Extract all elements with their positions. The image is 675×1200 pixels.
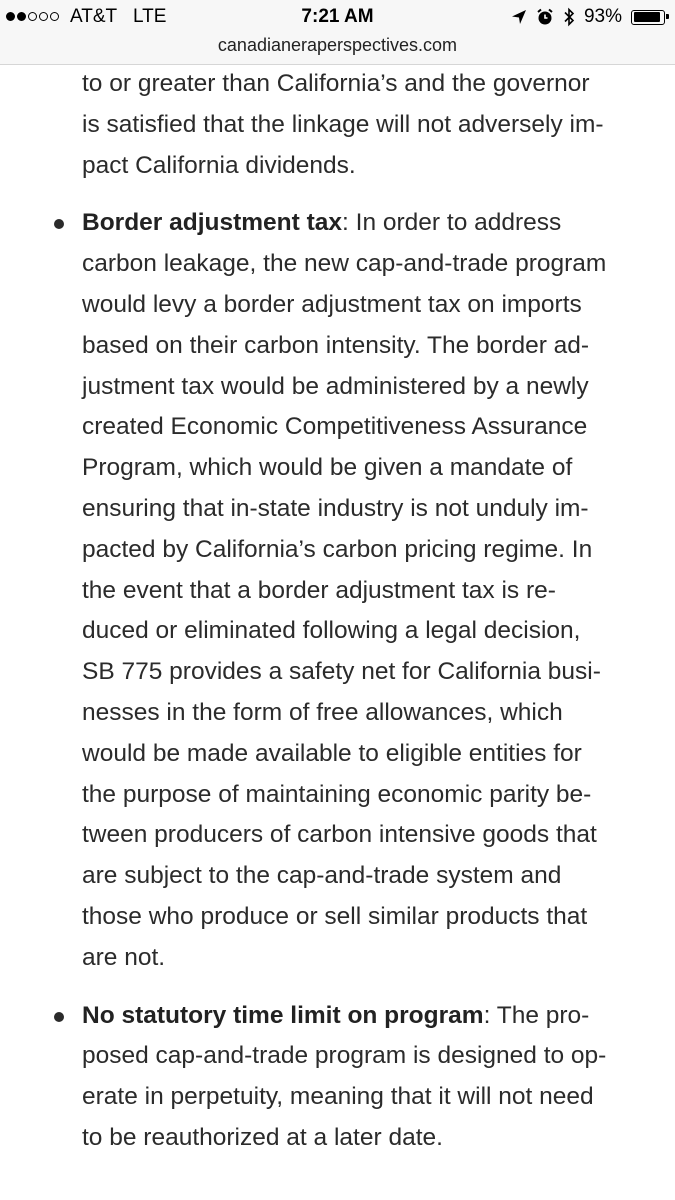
battery-icon: [631, 10, 665, 25]
text-line: are not.: [82, 943, 166, 971]
text-line: carbon leakage, the new cap-and-trade program: [82, 250, 607, 278]
list-item-no-time-limit: [0, 996, 675, 1159]
text-line: to or greater than California’s and the governor: [82, 70, 590, 97]
text-line: justment tax would be administered by a newly: [82, 372, 589, 400]
list-item-heading: No statutory time limit on program: [82, 1001, 484, 1029]
list-item-text: [0, 996, 642, 1159]
network-type: LTE: [133, 6, 167, 27]
text-line: to be reauthorized at a later date.: [82, 1123, 443, 1151]
status-bar: [0, 0, 675, 36]
status-icons: [511, 6, 665, 28]
text-line: duced or eliminated following a legal decision,: [82, 617, 581, 645]
alarm-icon: [536, 8, 554, 26]
battery-fill: [634, 12, 661, 22]
text-line: would levy a border adjustment tax on imports: [82, 290, 582, 318]
text-line: nesses in the form of free allowances, which: [82, 698, 563, 726]
location-arrow-icon: [511, 9, 527, 25]
text-line: SB 775 provides a safety net for California busi-: [82, 658, 601, 686]
text-line: are subject to the cap-and-trade system and: [82, 862, 562, 890]
bluetooth-icon: [563, 7, 575, 27]
text-line: pacted by California’s carbon pricing regime. In: [82, 535, 593, 563]
text-line: those who produce or sell similar products that: [82, 902, 588, 930]
list-item-border-adjustment-tax: [0, 203, 675, 978]
list-item-heading: Border adjustment tax: [82, 209, 343, 237]
text-line: Program, which would be given a mandate of: [82, 454, 573, 482]
text-line: created Economic Competitiveness Assurance: [82, 413, 588, 441]
text-line: is satisfied that the linkage will not adversely im-: [82, 110, 604, 138]
text-line: would be made available to eligible entities for: [82, 739, 582, 767]
text-line: tween producers of carbon intensive goods that: [82, 821, 597, 849]
text-line: ensuring that in-state industry is not unduly im-: [82, 494, 589, 522]
battery-percent: 93%: [583, 6, 622, 27]
status-time: 7:21 AM: [301, 6, 374, 27]
text-line: pact California dividends.: [82, 151, 356, 179]
text-line: the event that a border adjustment tax is re-: [82, 576, 556, 604]
address-bar[interactable]: [0, 34, 675, 65]
carrier-name: AT&T: [70, 6, 118, 27]
list-item-text: [0, 203, 642, 978]
url-domain: canadianeraperspectives.com: [217, 35, 458, 55]
bullet-icon: [54, 1012, 64, 1022]
text-line: posed cap-and-trade program is designed to op-: [82, 1042, 607, 1070]
text-line: [82, 996, 642, 1037]
list-item-intro: : In order to address: [342, 209, 562, 237]
text-line: based on their carbon intensity. The border ad-: [82, 331, 590, 359]
article-content: [0, 64, 675, 1159]
list-item-intro: : The pro-: [483, 1001, 590, 1029]
text-line: [82, 203, 642, 244]
intro-paragraph: [0, 64, 642, 186]
text-line: the purpose of maintaining economic parity be-: [82, 780, 592, 808]
text-line: erate in perpetuity, meaning that it will not need: [82, 1083, 594, 1111]
